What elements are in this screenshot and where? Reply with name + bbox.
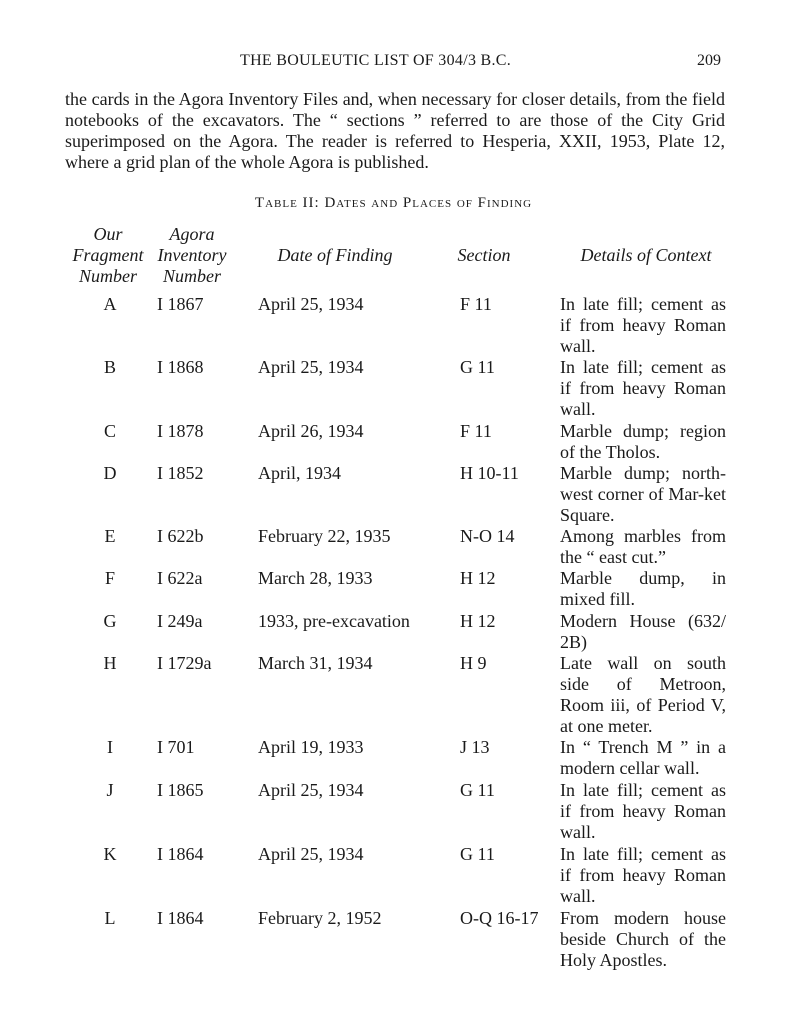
cell-context: Modern House (632/ 2B) — [560, 611, 726, 652]
header-fragment-line: Our — [93, 224, 123, 244]
cell-section: N-O 14 — [460, 526, 515, 546]
cell-date: March 28, 1933 — [258, 568, 373, 588]
table-caption: Table II: Dates and Places of Finding — [254, 195, 533, 211]
cell-inventory: I 1865 — [157, 780, 204, 800]
intro-line: 1953, Plate 12, where a grid plan of the whole Agora is published. — [65, 131, 726, 172]
cell-section: H 10-11 — [460, 463, 519, 483]
cell-date: April 25, 1934 — [258, 357, 364, 377]
cell-fragment: F — [104, 568, 115, 588]
cell-context: From modern house beside Church of the Holy Apostles. — [560, 908, 726, 970]
cell-date: February 2, 1952 — [258, 908, 382, 928]
cell-section: H 12 — [460, 568, 496, 588]
cell-fragment: J — [106, 780, 114, 800]
cell-inventory: I 249a — [157, 611, 203, 631]
cell-section: O-Q 16-17 — [460, 908, 539, 928]
cell-inventory: I 1864 — [157, 908, 204, 928]
cell-context: In late fill; cement as if from heavy Roman wall. — [560, 357, 726, 419]
cell-date: 1933, pre-excavation — [258, 611, 410, 631]
cell-context: Late wall on south side of Metroon, Room iii, of Period V, at one meter. — [560, 653, 726, 736]
cell-section: G 11 — [460, 844, 495, 864]
cell-section: H 9 — [460, 653, 487, 673]
cell-fragment: E — [104, 526, 116, 546]
cell-inventory: I 1868 — [157, 357, 204, 377]
cell-fragment: G — [103, 611, 117, 631]
header-inventory-line: Number — [163, 266, 221, 286]
cell-inventory: I 701 — [157, 737, 195, 757]
cell-section: G 11 — [460, 780, 495, 800]
cell-fragment: A — [103, 294, 117, 314]
cell-context: In late fill; cement as if from heavy Roman wall. — [560, 844, 726, 906]
cell-inventory: I 1878 — [157, 421, 204, 441]
cell-context: In late fill; cement as if from heavy Roman wall. — [560, 780, 726, 842]
cell-date: April 25, 1934 — [258, 844, 364, 864]
header-date-of-finding: Date of Finding — [277, 245, 393, 265]
cell-section: F 11 — [460, 421, 492, 441]
cell-fragment: B — [103, 357, 116, 377]
cell-date: March 31, 1934 — [258, 653, 373, 673]
cell-inventory: I 1864 — [157, 844, 204, 864]
cell-inventory: I 1729a — [157, 653, 212, 673]
intro-line: the field notebooks of the excavators. The “ sections ” referred to are those of the — [65, 89, 725, 130]
cell-inventory: I 622a — [157, 568, 203, 588]
cell-context: Among marbles from the “ east cut.” — [560, 526, 726, 567]
header-details-of-context: Details of Context — [580, 245, 712, 265]
cell-section: H 12 — [460, 611, 496, 631]
header-fragment-line: Number — [79, 266, 137, 286]
cell-context: In “ Trench M ” in a modern cellar wall. — [560, 737, 726, 778]
header-inventory-line: Agora — [169, 224, 215, 244]
cell-section: G 11 — [460, 357, 495, 377]
header-inventory-line: Inventory — [157, 245, 227, 265]
cell-inventory: I 622b — [157, 526, 204, 546]
cell-inventory: I 1867 — [157, 294, 204, 314]
cell-date: February 22, 1935 — [258, 526, 391, 546]
cell-date: April 25, 1934 — [258, 780, 364, 800]
intro-line: the cards in the Agora Inventory Files and, when necessary for closer details, from — [65, 89, 661, 109]
cell-context: Marble dump, in mixed fill. — [560, 568, 726, 609]
header-section: Section — [457, 245, 511, 265]
cell-fragment: K — [103, 844, 117, 864]
cell-date: April 25, 1934 — [258, 294, 364, 314]
page-number: 209 — [697, 52, 721, 69]
running-title: THE BOULEUTIC LIST OF 304/3 B.C. — [240, 52, 512, 69]
cell-date: April 19, 1933 — [258, 737, 364, 757]
cell-date: April 26, 1934 — [258, 421, 364, 441]
cell-inventory: I 1852 — [157, 463, 204, 483]
cell-date: April, 1934 — [258, 463, 341, 483]
cell-fragment: D — [103, 463, 117, 483]
cell-fragment: L — [104, 908, 116, 928]
cell-context: Marble dump; north-west corner of Mar-ket Square. — [560, 463, 726, 525]
cell-context: In late fill; cement as if from heavy Roman wall. — [560, 294, 726, 356]
cell-fragment: I — [107, 737, 113, 757]
cell-section: J 13 — [460, 737, 490, 757]
cell-context: Marble dump; region of the Tholos. — [560, 421, 726, 462]
header-fragment-line: Fragment — [72, 245, 144, 265]
intro-line: City Grid superimposed on the Agora. The reader is referred to Hesperia, XXII, — [65, 110, 725, 151]
cell-section: F 11 — [460, 294, 492, 314]
cell-fragment: H — [103, 653, 117, 673]
cell-fragment: C — [103, 421, 116, 441]
